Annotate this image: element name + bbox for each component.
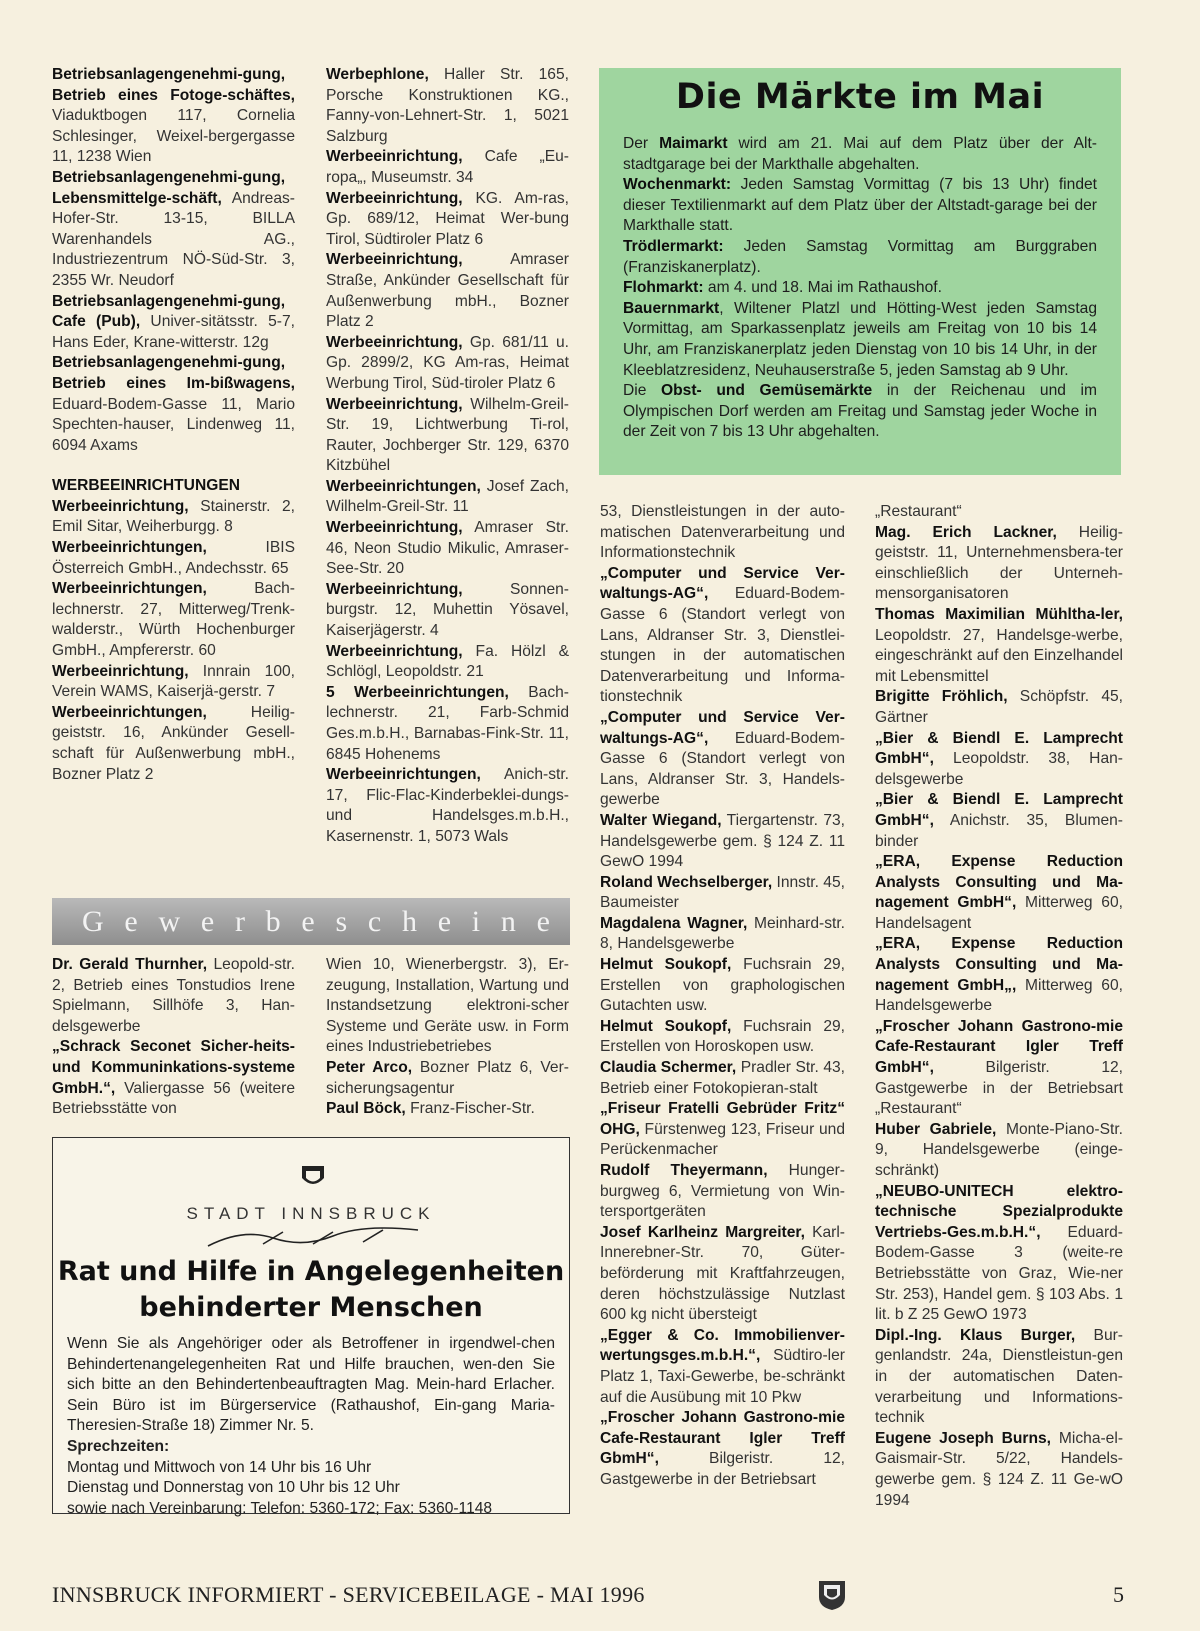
entry-text: Amraser Str. 46, Neon Studio Mikulic, Amraser-See-Str. 20 xyxy=(326,519,569,578)
heading-letter: e xyxy=(536,904,550,938)
entry-title: Josef Karlheinz Margreiter, xyxy=(600,1223,805,1241)
list-item xyxy=(326,147,569,188)
entry-title: Werbeeinrichtung, xyxy=(326,189,463,207)
entry-text: IBIS Österreich GmbH., Andechsstr. 65 xyxy=(52,539,295,577)
hours-line-1: Montag und Mittwoch von 14 Uhr bis 16 Uhr xyxy=(67,1458,372,1476)
box-body xyxy=(67,1334,555,1519)
market-text: in der Reichenau und im Olympischen Dorf werden am Freitag und Samstag jeder Woche in der Zeit von 7 bis 13 Uhr abgehalten. xyxy=(623,382,1097,441)
entry-text: Südtiro-ler Platz 1, Taxi-Gewerbe, be-schränkt auf die Ausübung mit 10 Pkw xyxy=(600,1347,845,1406)
box-text: Wenn Sie als Angehöriger oder als Betroffener in irgendwel-chen Behindertenangelegenheiten Rat und Hilfe brauchen, wen-den Sie sich bitte an den Behindertenbeauftragten Mag. Mein-hard Erlacher. Sein Büro ist im Bürgerservice (Rathaushof, Ein-gang Maria-Theresien-Straße 18) Zimmer Nr. 5. xyxy=(67,1335,555,1435)
entry-text: Tiergartenstr. 73, Handelsgewerbe gem. § 124 Z. 11 GewO 1994 xyxy=(600,811,845,871)
market-name: Maimarkt xyxy=(659,135,728,152)
entry-title: Betriebsanlagengenehmi-gung, Lebensmittelge-schäft, xyxy=(52,168,286,207)
entry-text: Eduard-Bodem-Gasse 11, Mario Spechten-hauser, Lindenweg 11, 6094 Axams xyxy=(52,395,295,454)
entry-title: Betriebsanlagengenehmi-gung, Betrieb eines Im-bißwagens, xyxy=(52,354,295,392)
entry-text: Heilig-geiststr. 11, Unternehmensbera-ter einschließlich der Unterneh-mensorganisatoren xyxy=(875,523,1124,603)
market-name: Wochenmarkt: xyxy=(623,176,732,194)
list-item xyxy=(52,353,295,456)
entry-text: Bilgeristr. 12, Gastgewerbe in der Betriebsart xyxy=(600,1450,845,1488)
list-item xyxy=(52,662,295,703)
market-name: Bauernmarkt xyxy=(623,299,720,317)
heading-letter: e xyxy=(437,904,452,938)
behinderte-info-box xyxy=(52,1137,570,1517)
list-item xyxy=(600,502,845,564)
entry-text: Bur-genlandstr. 24a, Dienstleistun-gen in der automatischen Daten-verarbeitung und Informations-technik xyxy=(875,1326,1123,1427)
list-item xyxy=(326,1099,569,1120)
entry-text: Heilig-geiststr. 16, Ankünder Gesell-schaft für Außenwerbung mbH., Bozner Platz 2 xyxy=(52,703,295,783)
gewerbescheine-column-2 xyxy=(326,955,569,1120)
entry-title: Paul Böck, xyxy=(326,1100,406,1118)
list-item xyxy=(326,518,569,580)
entry-title: Thomas Maximilian Mühltha-ler, xyxy=(875,605,1123,623)
list-item xyxy=(326,765,569,847)
market-pre: Die xyxy=(623,382,662,400)
entry-text: Franz-Fischer-Str. xyxy=(405,1100,535,1118)
entry-title: „ERA, Expense Reduction Analysts Consulting und Ma-nagement GmbH„, xyxy=(875,935,1123,994)
page-number: 5 xyxy=(1113,1582,1124,1607)
box-title xyxy=(53,1254,569,1326)
entry-text: Cafe „Eu-ropa„, Museumstr. 34 xyxy=(326,148,569,186)
list-item xyxy=(52,65,295,168)
list-item xyxy=(326,1058,569,1099)
entry-title: „Egger & Co. Immobilienver-wertungsges.m.b.H.“, xyxy=(600,1326,845,1365)
heading-letter: e xyxy=(200,904,215,938)
entry-text: Schöpfstr. 45, Gärtner xyxy=(875,688,1124,726)
market-item xyxy=(623,381,1097,443)
gewerbescheine-heading xyxy=(52,898,570,945)
heading-letter: h xyxy=(401,904,417,938)
market-pre: Der xyxy=(623,135,660,152)
entry-title: Werbeeinrichtung, xyxy=(326,148,463,166)
entry-title: Betriebsanlagengenehmi-gung, Cafe (Pub), xyxy=(52,292,286,331)
entry-text: 53, Dienstleistungen in der auto-matischen Datenverarbeitung und Informationstechnik xyxy=(600,503,845,562)
entry-title: Huber Gabriele, xyxy=(875,1120,997,1138)
list-item xyxy=(875,790,1123,852)
footer-crest-icon xyxy=(817,1579,847,1611)
list-item xyxy=(326,955,569,1058)
entry-text: Eduard-Bodem-Gasse 3 (weite-re Betriebsstätte von Graz, Wie-ner Str. 253), Handel gem. § 103 Abs. 1 lit. b Z 25 GewO 1973 xyxy=(875,1223,1123,1324)
entry-title: Werbeeinrichtungen, xyxy=(52,703,207,721)
entry-title: „Computer und Service Ver-waltungs-AG“, xyxy=(600,708,845,747)
column-werbeeinrichtungen xyxy=(326,65,569,848)
entry-title: „Froscher Johann Gastrono-mie Cafe-Restaurant Igler Treff GbmH“, xyxy=(600,1409,845,1468)
heading-letter: s xyxy=(335,904,348,938)
list-item xyxy=(600,1326,845,1408)
heading-letter: n xyxy=(500,904,516,938)
entry-text: Josef Zach, Wilhelm-Greil-Str. 11 xyxy=(326,477,569,516)
entry-text: Anich-str. 17, Flic-Flac-Kinderbeklei-dungs- und Handelsges.m.b.H., Kasernenstr. 1, 5073 Wals xyxy=(326,766,569,845)
heading-letter: r xyxy=(234,904,245,938)
heading-letter: G xyxy=(82,904,104,938)
list-item xyxy=(875,1120,1123,1182)
entry-title: Werbeeinrichtung, xyxy=(326,395,463,413)
entry-title: 5 Werbeeinrichtungen, xyxy=(326,683,509,701)
entry-text: Micha-el-Gaismair-Str. 5/22, Handels-gewerbe gem. § 124 Z. 11 Ge-wO 1994 xyxy=(875,1429,1124,1509)
markets-title: Die Märkte im Mai xyxy=(675,77,1045,117)
entry-text: Gp. 681/11 u. Gp. 2899/2, KG Am-ras, Heimat Werbung Tirol, Süd-tiroler Platz 6 xyxy=(326,333,569,392)
list-item xyxy=(875,729,1123,791)
entry-text: Haller Str. 165, Porsche Konstruktionen KG., Fanny-von-Lehnert-Str. 1, 5021 Salzburg xyxy=(326,66,569,145)
column-betriebsanlagen xyxy=(52,65,295,785)
entry-text: Bach-lechnerstr. 27, Mitterweg/Trenk-walderstr., Würth Hochenburger GmbH., Ampfererstr. 60 xyxy=(52,580,295,660)
section-heading: WERBEEINRICHTUNGEN xyxy=(52,477,240,495)
city-name: STADT INNSBRUCK xyxy=(186,1204,436,1223)
entry-title: Dr. Gerald Thurnher, xyxy=(52,956,208,973)
column-gewerbescheine-4 xyxy=(875,502,1123,1511)
entry-text: Mitterweg 60, Handelsgewerbe xyxy=(875,976,1123,1015)
entry-text: Innstr. 45, Baumeister xyxy=(600,873,845,912)
list-item xyxy=(875,934,1123,1016)
entry-text: Sonnen-burgstr. 12, Muhettin Yösavel, Kaiserjägerstr. 4 xyxy=(326,580,569,640)
list-item xyxy=(600,811,845,873)
list-item xyxy=(326,189,569,251)
list-item xyxy=(875,605,1123,687)
market-item xyxy=(623,134,1097,175)
entry-text: Wien 10, Wienerbergstr. 3), Er-zeugung, Installation, Wartung und Instandsetzung elektroni-scher Systeme und Geräte usw. in Form eines Industriebetriebes xyxy=(326,956,569,1056)
entry-text: Viaduktbogen 117, Cornelia Schlesinger, Weixel-bergergasse 11, 1238 Wien xyxy=(52,107,295,166)
markets-body xyxy=(623,134,1097,443)
entry-title: Werbeeinrichtung, xyxy=(52,662,189,680)
footer-title: INNSBRUCK INFORMIERT - SERVICEBEILAGE - MAI 1996 xyxy=(52,1582,645,1607)
box-title-line-1: Rat und Hilfe in Angelegenheiten xyxy=(57,1256,565,1287)
list-item xyxy=(52,703,295,785)
entry-text: Leopold-str. 2, Betrieb eines Tonstudios Irene Spielmann, Sillhöfe 3, Han-delsgewerbe xyxy=(52,956,295,1035)
list-item xyxy=(52,955,295,1037)
entry-text: Fuchsrain 29, Erstellen von Horoskopen usw. xyxy=(600,1017,846,1056)
entry-title: Werbeeinrichtung, xyxy=(326,642,463,660)
market-item xyxy=(623,299,1097,381)
entry-text: Anichstr. 35, Blumen-binder xyxy=(875,811,1123,850)
list-item xyxy=(875,1017,1123,1120)
entry-title: Werbeeinrichtungen, xyxy=(52,580,207,598)
entry-title: Rudolf Theyermann, xyxy=(600,1162,768,1179)
list-item xyxy=(875,502,1123,523)
entry-title: Betriebsanlagengenehmi-gung, Betrieb eines Fotoge-schäftes, xyxy=(52,66,295,104)
entry-text: Bach-lechnerstr. 21, Farb-Schmid Ges.m.b.H., Barnabas-Fink-Str. 11, 6845 Hohenems xyxy=(326,683,569,763)
list-item xyxy=(875,687,1123,728)
entry-title: Brigitte Fröhlich, xyxy=(875,688,1008,706)
entry-text: Mitterweg 60, Handelsagent xyxy=(875,894,1123,932)
gewerbescheine-column-1 xyxy=(52,955,295,1120)
entry-title: „Computer und Service Ver-waltungs-AG“, xyxy=(600,564,845,603)
list-item xyxy=(326,642,569,683)
list-item xyxy=(600,914,845,955)
entry-title: Werbeeinrichtung, xyxy=(326,519,463,537)
market-name: Obst- und Gemüsemärkte xyxy=(661,382,873,400)
market-name: Flohmarkt: xyxy=(623,279,704,297)
list-item xyxy=(600,564,845,708)
entry-title: Werbeeinrichtungen, xyxy=(52,539,207,557)
entry-text: Leopoldstr. 27, Handelsge-werbe, eingeschränkt auf den Einzelhandel mit Lebensmittel xyxy=(875,626,1123,685)
market-text: Jeden Samstag Vormittag am Burggraben (Franziskanerplatz). xyxy=(623,237,1097,276)
list-item xyxy=(326,250,569,332)
entry-title: Walter Wiegand, xyxy=(600,811,722,829)
list-item xyxy=(600,708,845,811)
market-text: am 4. und 18. Mai im Rathaushof. xyxy=(703,279,942,297)
entry-text: Andreas-Hofer-Str. 13-15, BILLA Warenhandels AG., Industriezentrum NÖ-Süd-Str. 3, 2355 Wr. Neudorf xyxy=(52,189,295,289)
list-item xyxy=(326,477,569,518)
markets-box xyxy=(599,68,1121,475)
list-item xyxy=(326,65,569,147)
entry-title: Magdalena Wagner, xyxy=(600,914,748,932)
entry-text: Wilhelm-Greil-Str. 19, Lichtwerbung Ti-rol, Rauter, Jochberger Str. 129, 6370 Kitzbühel xyxy=(326,395,569,475)
list-item xyxy=(600,1223,845,1326)
list-item xyxy=(875,852,1123,934)
entry-text: Stainerstr. 2, Emil Sitar, Weiherburgg. 8 xyxy=(52,497,295,536)
list-item xyxy=(600,1161,845,1223)
entry-title: Werbeeinrichtung, xyxy=(326,251,463,269)
entry-title: Mag. Erich Lackner, xyxy=(875,523,1057,541)
market-item xyxy=(623,237,1097,278)
entry-text: Hunger-burgweg 6, Vermietung von Win-tersportgeräten xyxy=(600,1162,845,1221)
page-footer xyxy=(52,1582,1124,1612)
entry-text: Pradler Str. 43, Betrieb einer Fotokopieran-stalt xyxy=(600,1059,845,1097)
heading-letter: e xyxy=(301,904,315,938)
entry-title: „Froscher Johann Gastrono-mie Cafe-Restaurant Igler Treff GmbH“, xyxy=(875,1017,1123,1077)
list-item xyxy=(52,1037,295,1119)
entry-text: Karl-Innerebner-Str. 70, Güter-beförderung mit Kraftfahrzeugen, deren höchstzulässige Nutzlast 600 kg nicht übersteigt xyxy=(600,1223,845,1324)
entry-text: Innrain 100, Verein WAMS, Kaiserjä-gerstr. 7 xyxy=(52,662,295,701)
market-item xyxy=(623,278,1097,299)
entry-title: Helmut Soukopf, xyxy=(600,956,732,974)
entry-text: Leopoldstr. 38, Han-delsgewerbe xyxy=(875,750,1123,788)
entry-title: „ERA, Expense Reduction Analysts Consulting und Ma-nagement GmbH“, xyxy=(875,853,1123,912)
entry-title: „Bier & Biendl E. Lamprecht GmbH“, xyxy=(875,791,1123,829)
market-name: Trödlermarkt: xyxy=(623,237,724,255)
entry-title: Werbeeinrichtungen, xyxy=(326,766,481,784)
list-item xyxy=(600,1099,845,1161)
entry-text: Univer-sitätsstr. 5-7, Hans Eder, Krane-witterstr. 12g xyxy=(52,313,295,351)
list-item xyxy=(600,1017,845,1058)
list-item xyxy=(52,497,295,538)
entry-title: Helmut Soukopf, xyxy=(600,1017,732,1035)
entry-text: Eduard-Bodem-Gasse 6 (Standort verlegt von Lans, Aldranser Str. 3, Dienstlei-stungen in der automatischen Datenverarbeitung und Informa-tionstechnik xyxy=(600,585,845,706)
entry-text: KG. Am-ras, Gp. 689/12, Heimat Wer-bung Tirol, Südtiroler Platz 6 xyxy=(326,189,569,248)
entry-text: Fuchsrain 29, Erstellen von graphologischen Gutachten usw. xyxy=(600,956,846,1015)
list-item xyxy=(326,580,569,642)
list-item xyxy=(326,333,569,395)
entry-text: Fa. Hölzl & Schlögl, Leopoldstr. 21 xyxy=(326,642,569,681)
list-item xyxy=(326,395,569,477)
list-item xyxy=(52,538,295,579)
entry-text: Monte-Piano-Str. 9, Handelsgewerbe (einge-schränkt) xyxy=(875,1120,1123,1179)
list-item xyxy=(326,683,569,765)
entry-text: Meinhard-str. 8, Handelsgewerbe xyxy=(600,914,845,953)
heading-letter: b xyxy=(265,904,281,938)
list-item xyxy=(600,873,845,914)
entry-text: Amraser Straße, Ankünder Gesellschaft für Außenwerbung mbH., Bozner Platz 2 xyxy=(326,251,569,331)
entry-title: Werbeeinrichtungen, xyxy=(326,477,481,495)
entry-text: „Restaurant“ xyxy=(875,503,962,520)
list-item xyxy=(600,1058,845,1099)
entry-title: Werbeeinrichtung, xyxy=(326,333,463,351)
heading-letter: i xyxy=(471,904,481,938)
heading-letter: c xyxy=(367,904,382,938)
column-gewerbescheine-3 xyxy=(600,502,845,1491)
entry-title: Claudia Schermer, xyxy=(600,1059,737,1077)
list-item xyxy=(52,292,295,354)
hours-label: Sprechzeiten: xyxy=(67,1437,170,1455)
entry-title: Werbeeinrichtung, xyxy=(52,497,189,515)
list-item xyxy=(52,579,295,661)
entry-text: Bilgeristr. 12, Gastgewerbe in der Betriebsart „Restaurant“ xyxy=(875,1059,1123,1118)
hours-line-3: sowie nach Vereinbarung: Telefon: 5360-172; Fax: 5360-1148 xyxy=(67,1499,493,1517)
entry-title: Werbephlone, xyxy=(326,66,429,83)
heading-letter: w xyxy=(158,904,181,938)
heading-letter: e xyxy=(124,904,138,938)
entry-text: Eduard-Bodem-Gasse 6 (Standort verlegt von Lans, Aldranser Str. 3, Handels-gewerbe xyxy=(600,729,845,809)
list-item xyxy=(875,523,1123,605)
list-item xyxy=(600,1408,845,1490)
entry-title: „Friseur Fratelli Gebrüder Fritz“ OHG, xyxy=(600,1100,845,1138)
market-text: wird am 21. Mai auf dem Platz über der Alt-stadtgarage bei der Markthalle abgehalten. xyxy=(623,135,1097,173)
market-text: , Wiltener Platzl und Hötting-West jeden Samstag Vormittag, am Sparkassenplatz jeweils am Freitag von 10 bis 14 Uhr, am Franziskanerplatz jeden Dienstag von 10 bis 14 Uhr, in der Kleeblatzresidenz, Neuhauserstraße 5, jeden Samstag ab 9 Uhr. xyxy=(623,299,1097,379)
market-text: Jeden Samstag Vormittag (7 bis 13 Uhr) findet dieser Textilienmarkt auf dem Platz über der Altstadt-garage bei der Markthalle statt. xyxy=(623,176,1097,235)
entry-text: Valiergasse 56 (weitere Betriebsstätte von xyxy=(52,1079,295,1118)
list-item xyxy=(875,1326,1123,1429)
entry-title: Werbeeinrichtung, xyxy=(326,580,463,598)
innsbruck-crest-icon xyxy=(299,1164,327,1190)
list-item xyxy=(875,1429,1123,1511)
box-title-line-2: behinderter Menschen xyxy=(139,1292,483,1323)
entry-title: „Schrack Seconet Sicher-heits- und Kommuninkations-systeme GmbH.“, xyxy=(52,1038,295,1097)
entry-text: Fürstenweg 123, Friseur und Perückenmacher xyxy=(600,1120,845,1159)
list-item xyxy=(600,955,845,1017)
entry-title: „Bier & Biendl E. Lamprecht GmbH“, xyxy=(875,729,1123,768)
entry-title: Eugene Joseph Burns, xyxy=(875,1429,1052,1447)
entry-title: „NEUBO-UNITECH elektro-technische Spezialprodukte Vertriebs-Ges.m.b.H.“, xyxy=(875,1182,1123,1241)
entry-title: Peter Arco, xyxy=(326,1058,413,1076)
market-item xyxy=(623,175,1097,237)
entry-title: Roland Wechselberger, xyxy=(600,873,773,891)
list-item xyxy=(875,1182,1123,1326)
entry-text: Bozner Platz 6, Ver-sicherungsagentur xyxy=(326,1058,569,1097)
list-item xyxy=(52,168,295,292)
swoosh-icon xyxy=(203,1224,423,1252)
hours-line-2: Dienstag und Donnerstag von 10 Uhr bis 12 Uhr xyxy=(67,1479,400,1497)
entry-title: Dipl.-Ing. Klaus Burger, xyxy=(875,1326,1076,1344)
